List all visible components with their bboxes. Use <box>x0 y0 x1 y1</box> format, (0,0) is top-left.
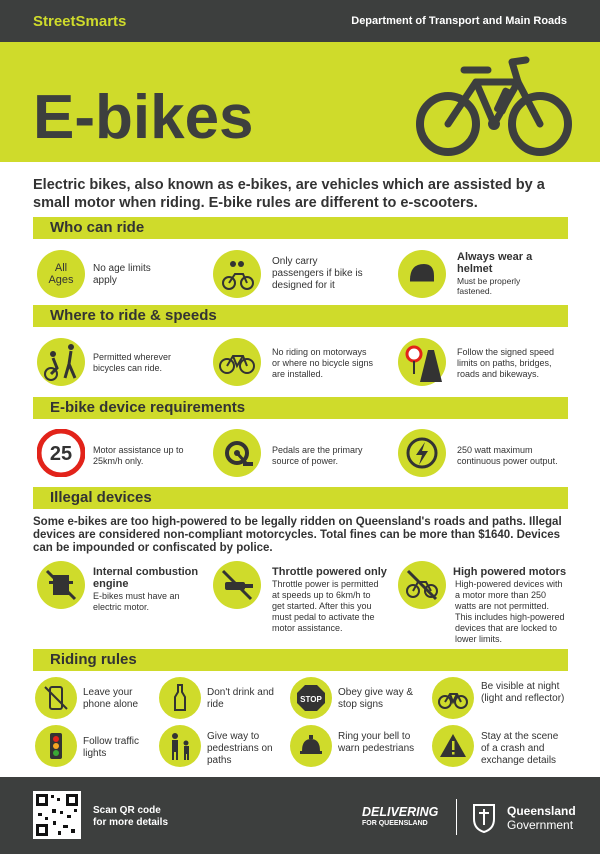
throttle-title: Throttle powered only <box>272 566 387 578</box>
queensland-text: Queensland <box>507 804 576 818</box>
section-header-where-to-ride <box>33 305 568 327</box>
pedal-icon <box>213 429 261 477</box>
speed-sign-road-icon <box>398 338 446 386</box>
no-alcohol-icon <box>159 677 201 719</box>
pedals-text: Pedals are the primary source of power. <box>272 445 363 466</box>
no-throttle-icon <box>213 561 261 609</box>
government-text: Government <box>507 818 574 832</box>
pedestrians-icon <box>159 725 201 767</box>
helmet-text: Must be properly fastened. <box>457 276 521 296</box>
motor-assistance-text: Motor assistance up to 25km/h only. <box>93 445 184 466</box>
phone-rule-text: Leave your phone alone <box>83 687 139 710</box>
watt-limit-text: 250 watt maximum continuous power output. <box>457 445 558 466</box>
visible-rule-text: Be visible at night (light and reflector) <box>481 681 565 704</box>
permitted-text: Permitted wherever bicycles can ride. <box>93 352 172 373</box>
section-title: Riding rules <box>50 651 137 668</box>
bell-rule-text: Ring your bell to warn pedestrians <box>338 731 415 754</box>
high-power-title: High powered motors <box>453 566 567 578</box>
scan-line2: for more details <box>93 817 169 828</box>
passenger-icon <box>213 250 261 298</box>
speed-sign-value: 25 <box>49 443 73 465</box>
hero-banner <box>0 42 600 162</box>
delivering-subtitle: FOR QUEENSLAND <box>362 820 428 827</box>
intro-text: Electric bikes, also known as e-bikes, are vehicles which are assisted by a small motor when riding. E-bike rules are different to e-scooters. <box>33 177 545 211</box>
queensland-crest-icon <box>466 799 502 835</box>
power-bolt-icon <box>398 429 446 477</box>
footer-divider <box>456 799 457 835</box>
brand-logo: StreetSmarts <box>33 13 127 30</box>
helmet-icon <box>398 250 446 298</box>
speed-limits-text: Follow the signed speed limits on paths, bridges, roads and bikeways. <box>457 347 555 379</box>
department-name: Department of Transport and Main Roads <box>351 15 567 27</box>
traffic-lights-rule-text: Follow traffic lights <box>83 736 139 759</box>
give-way-pedestrians-text: Give way to pedestrians on paths <box>207 731 273 766</box>
combustion-title: Internal combustion engine <box>93 566 199 590</box>
speed-limit-25-sign <box>37 429 85 477</box>
no-age-limits-text: No age limits apply <box>93 263 151 286</box>
scan-qr-text <box>93 805 168 829</box>
all-ages-badge <box>37 250 85 298</box>
section-header-who-can-ride <box>33 217 568 239</box>
qr-code[interactable] <box>33 791 81 839</box>
helmet-title: Always wear a helmet <box>457 251 533 275</box>
warning-icon <box>432 725 474 767</box>
page-title: E-bikes <box>33 83 254 152</box>
visible-bike-icon <box>432 677 474 719</box>
cyclist-pedestrian-icon <box>37 338 85 386</box>
ebike-icon <box>414 54 574 158</box>
drink-rule-text: Don't drink and ride <box>207 687 274 710</box>
section-header-illegal-devices <box>33 487 568 509</box>
section-header-device-requirements <box>33 397 568 419</box>
throttle-text: Throttle power is permitted at speeds up to 6km/h to get started. After this you must pedal to activate the motor assistance. <box>272 579 379 633</box>
all-ages-line1: All <box>54 262 68 274</box>
stop-sign-icon <box>290 677 332 719</box>
bicycle-icon <box>213 338 261 386</box>
section-header-riding-rules <box>33 649 568 671</box>
bell-icon <box>290 725 332 767</box>
crash-rule-text: Stay at the scene of a crash and exchange details <box>481 731 559 766</box>
no-motorways-text: No riding on motorways or where no bicycle signs are installed. <box>272 347 374 379</box>
passengers-text: Only carry passengers if bike is designed for it <box>272 256 363 291</box>
section-title: E-bike device requirements <box>50 399 246 416</box>
all-ages-line2: Ages <box>48 274 74 286</box>
no-phone-icon <box>35 677 77 719</box>
delivering-logo: DELIVERING <box>362 805 439 819</box>
traffic-light-icon <box>35 725 77 767</box>
high-power-text: High-powered devices with a motor more than 250 watts are not permitted. This includes high-powered devices that are locked to lower limits. <box>455 579 565 644</box>
give-way-rule-text: Obey give way & stop signs <box>338 687 414 710</box>
footer <box>0 777 600 854</box>
section-title: Who can ride <box>50 219 145 236</box>
combustion-text: E-bikes must have an electric motor. <box>93 591 180 612</box>
top-bar <box>0 0 600 42</box>
scan-line1: Scan QR code <box>93 805 161 816</box>
no-high-power-motor-icon <box>398 561 446 609</box>
illegal-devices-note: Some e-bikes are too high-powered to be legally ridden on Queensland's roads and paths. Illegal devices are considered non-compliant motorcycles. Total fines can be more than $1640. Devices can be impounded or confiscated by police. <box>33 516 562 554</box>
section-title: Where to ride & speeds <box>50 307 217 324</box>
section-title: Illegal devices <box>50 489 152 506</box>
stop-sign-text: STOP <box>300 695 322 704</box>
no-combustion-engine-icon <box>37 561 85 609</box>
